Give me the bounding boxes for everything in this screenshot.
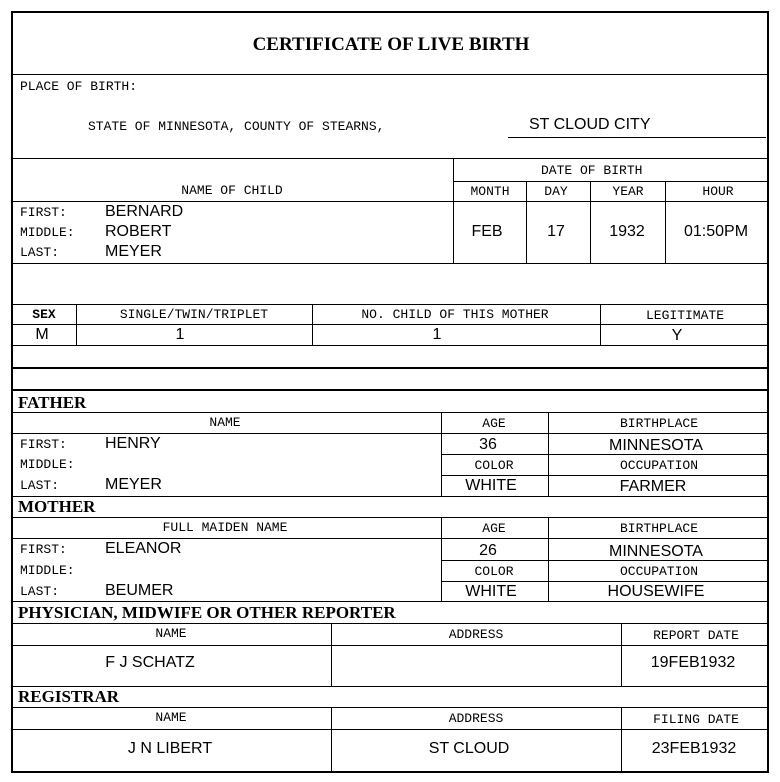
plurality-header: SINGLE/TWIN/TRIPLET <box>119 307 269 322</box>
divider <box>331 623 332 686</box>
physician-name-value: F J SCHATZ <box>105 654 195 671</box>
divider <box>621 707 622 773</box>
divider <box>12 304 769 305</box>
divider <box>453 181 769 182</box>
physician-name-header: NAME <box>155 626 187 641</box>
divider <box>12 601 769 602</box>
year-header: YEAR <box>612 184 644 199</box>
divider <box>12 707 769 708</box>
father-age-header: AGE <box>482 416 506 431</box>
divider <box>12 412 769 413</box>
divider <box>12 389 769 391</box>
divider <box>12 686 769 687</box>
divider <box>12 496 769 497</box>
mother-name-header: FULL MAIDEN NAME <box>162 520 288 535</box>
month-header: MONTH <box>470 184 510 199</box>
mother-middle-label: MIDDLE: <box>20 563 75 578</box>
registrar-address-value: ST CLOUD <box>428 740 510 757</box>
mother-occupation-header: OCCUPATION <box>619 564 699 579</box>
registrar-address-header: ADDRESS <box>448 711 504 726</box>
child-name-header: NAME OF CHILD <box>181 183 283 198</box>
mother-color-header: COLOR <box>474 564 514 579</box>
legitimate-header: LEGITIMATE <box>645 308 725 323</box>
child-last-label: LAST: <box>20 245 60 260</box>
mother-color-value: WHITE <box>465 583 517 600</box>
divider <box>441 454 769 455</box>
divider <box>12 729 769 730</box>
mother-age-value: 26 <box>479 542 497 559</box>
divider <box>12 201 769 202</box>
registrar-name-value: J N LIBERT <box>127 740 213 757</box>
divider <box>331 707 332 773</box>
mother-first-name: ELEANOR <box>105 540 182 557</box>
father-first-label: FIRST: <box>20 437 67 452</box>
mother-last-name: BEUMER <box>105 582 174 599</box>
child-number-value: 1 <box>432 326 442 343</box>
state-county-text: STATE OF MINNESOTA, COUNTY OF STEARNS, <box>88 119 385 134</box>
divider <box>600 304 601 345</box>
child-first-label: FIRST: <box>20 205 67 220</box>
divider <box>441 475 769 476</box>
child-number-header: NO. CHILD OF THIS MOTHER <box>361 307 549 322</box>
divider <box>12 324 769 325</box>
divider <box>12 74 769 75</box>
divider <box>12 623 769 624</box>
father-name-header: NAME <box>209 415 241 430</box>
filing-date-header: FILING DATE <box>653 712 739 727</box>
registrar-section-title: REGISTRAR <box>18 687 120 706</box>
place-of-birth-label: PLACE OF BIRTH: <box>20 79 138 94</box>
divider <box>76 304 77 345</box>
birth-month-value: FEB <box>471 223 503 240</box>
birth-city-value: ST CLOUD CITY <box>529 116 651 133</box>
birth-day-value: 17 <box>547 223 565 240</box>
divider <box>665 181 666 263</box>
divider <box>12 517 769 518</box>
physician-address-header: ADDRESS <box>448 627 504 642</box>
plurality-value: 1 <box>175 326 185 343</box>
mother-first-label: FIRST: <box>20 542 67 557</box>
birth-hour-value: 01:50PM <box>683 223 749 240</box>
divider <box>548 517 549 601</box>
father-middle-label: MIDDLE: <box>20 457 75 472</box>
day-header: DAY <box>544 184 568 199</box>
father-first-name: HENRY <box>105 435 161 452</box>
father-birthplace-value: MINNESOTA <box>609 437 703 454</box>
father-occupation-value: FARMER <box>619 478 687 495</box>
legitimate-value: Y <box>671 327 683 344</box>
sex-header: SEX <box>32 307 56 322</box>
mother-section-title: MOTHER <box>18 497 96 516</box>
birth-year-value: 1932 <box>609 223 645 240</box>
divider <box>12 158 769 159</box>
divider <box>590 181 591 263</box>
mother-occupation-value: HOUSEWIFE <box>607 583 705 600</box>
divider <box>12 263 769 264</box>
report-date-value: 19FEB1932 <box>650 654 736 671</box>
divider <box>441 581 769 582</box>
divider <box>453 158 454 263</box>
divider <box>621 623 622 686</box>
date-of-birth-header: DATE OF BIRTH <box>541 163 643 178</box>
child-middle-label: MIDDLE: <box>20 225 75 240</box>
mother-birthplace-value: MINNESOTA <box>609 543 703 560</box>
city-underline <box>508 137 766 138</box>
father-last-name: MEYER <box>105 476 162 493</box>
father-age-value: 36 <box>479 436 497 453</box>
father-birthplace-header: BIRTHPLACE <box>619 416 699 431</box>
divider <box>12 367 769 369</box>
child-last-name: MEYER <box>105 243 162 260</box>
father-occupation-header: OCCUPATION <box>619 458 699 473</box>
hour-header: HOUR <box>702 184 734 199</box>
registrar-name-header: NAME <box>155 710 187 725</box>
divider <box>12 538 769 539</box>
mother-age-header: AGE <box>482 521 506 536</box>
father-last-label: LAST: <box>20 478 60 493</box>
divider <box>526 181 527 263</box>
divider <box>441 517 442 601</box>
divider <box>312 304 313 345</box>
report-date-header: REPORT DATE <box>653 628 739 643</box>
sex-value: M <box>35 326 49 343</box>
mother-last-label: LAST: <box>20 584 60 599</box>
father-color-value: WHITE <box>465 477 517 494</box>
filing-date-value: 23FEB1932 <box>651 740 737 757</box>
child-middle-name: ROBERT <box>105 223 172 240</box>
child-first-name: BERNARD <box>105 203 184 220</box>
divider <box>441 560 769 561</box>
father-section-title: FATHER <box>18 393 87 412</box>
divider <box>12 345 769 346</box>
mother-birthplace-header: BIRTHPLACE <box>619 521 699 536</box>
divider <box>12 433 769 434</box>
certificate-title: CERTIFICATE OF LIVE BIRTH <box>252 34 530 55</box>
physician-section-title: PHYSICIAN, MIDWIFE OR OTHER REPORTER <box>18 603 396 622</box>
father-color-header: COLOR <box>474 458 514 473</box>
divider <box>12 645 769 646</box>
